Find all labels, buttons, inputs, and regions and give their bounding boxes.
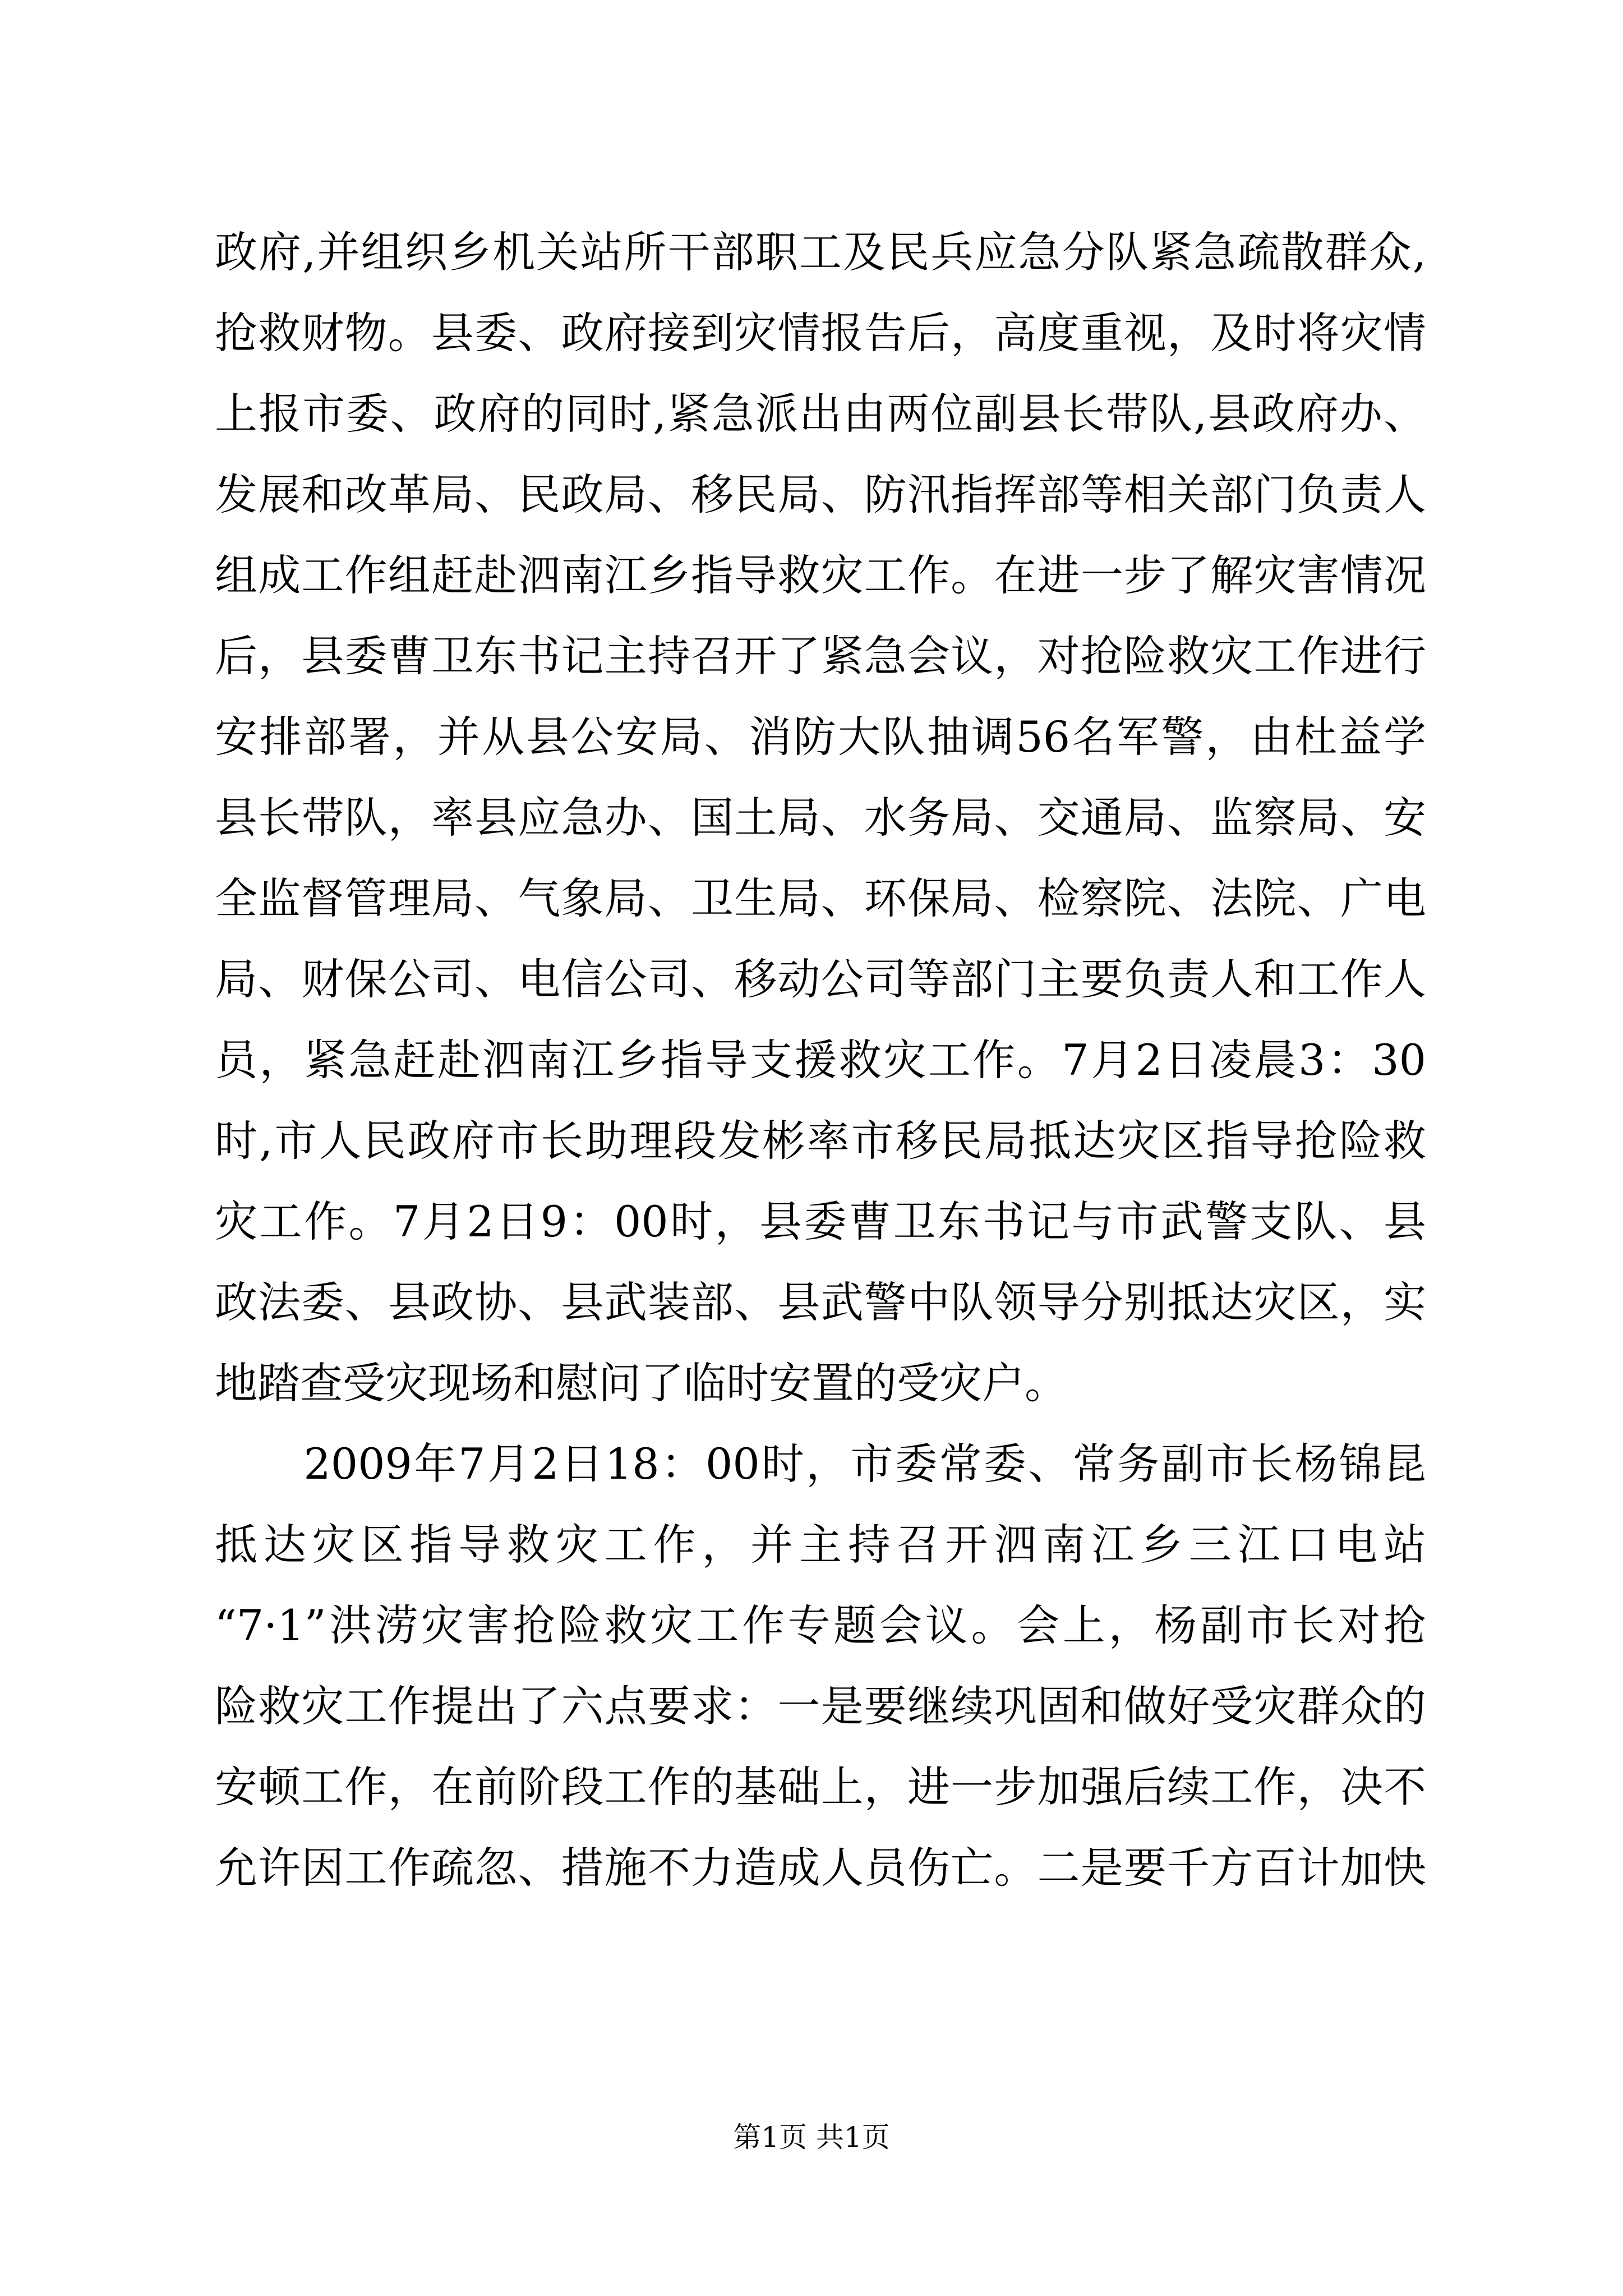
text-line: 2009年7月2日18：00时，市委常委、常务副市长杨锦昆 — [215, 1439, 1426, 1489]
text-line: 灾工作。7月2日9：00时，县委曹卫东书记与市武警支队、县 — [215, 1197, 1426, 1246]
text-line: 全监督管理局、气象局、卫生局、环保局、检察院、法院、广电 — [215, 873, 1426, 923]
text-line: 组成工作组赶赴泗南江乡指导救灾工作。在进一步了解灾害情况 — [215, 550, 1426, 600]
text-line: 安顿工作，在前阶段工作的基础上，进一步加强后续工作，决不 — [215, 1762, 1426, 1812]
text-line: 县长带队，率县应急办、国土局、水务局、交通局、监察局、安 — [215, 793, 1426, 843]
text-line: 地踏查受灾现场和慰问了临时安置的受灾户。 — [215, 1358, 1067, 1408]
text-line: 抢救财物。县委、政府接到灾情报告后，高度重视，及时将灾情 — [215, 308, 1426, 358]
text-line: 时,市人民政府市长助理段发彬率市移民局抵达灾区指导抢险救 — [215, 1116, 1426, 1166]
text-line: 险救灾工作提出了六点要求：一是要继续巩固和做好受灾群众的 — [215, 1681, 1426, 1731]
text-line: 抵达灾区指导救灾工作，并主持召开泗南江乡三江口电站 — [215, 1520, 1426, 1570]
document-body — [215, 212, 1426, 1908]
page-number-footer: 第1页 共1页 — [733, 2121, 890, 2154]
text-line: 上报市委、政府的同时,紧急派出由两位副县长带队,县政府办、 — [215, 389, 1426, 439]
text-line: 安排部署，并从县公安局、消防大队抽调56名军警，由杜益学 — [215, 712, 1426, 762]
text-line: 后，县委曹卫东书记主持召开了紧急会议，对抢险救灾工作进行 — [215, 631, 1426, 681]
text-line: 政法委、县政协、县武装部、县武警中队领导分别抵达灾区，实 — [215, 1277, 1426, 1327]
text-line: 发展和改革局、民政局、移民局、防汛指挥部等相关部门负责人 — [215, 470, 1426, 519]
text-line: 局、财保公司、电信公司、移动公司等部门主要负责人和工作人 — [215, 954, 1426, 1004]
text-line: “7·1”洪涝灾害抢险救灾工作专题会议。会上，杨副市长对抢 — [215, 1600, 1426, 1650]
text-line: 允许因工作疏忽、措施不力造成人员伤亡。二是要千方百计加快 — [215, 1843, 1426, 1893]
text-line: 员，紧急赶赴泗南江乡指导支援救灾工作。7月2日凌晨3：30 — [215, 1035, 1426, 1085]
text-line: 政府,并组织乡机关站所干部职工及民兵应急分队紧急疏散群众, — [215, 227, 1426, 277]
